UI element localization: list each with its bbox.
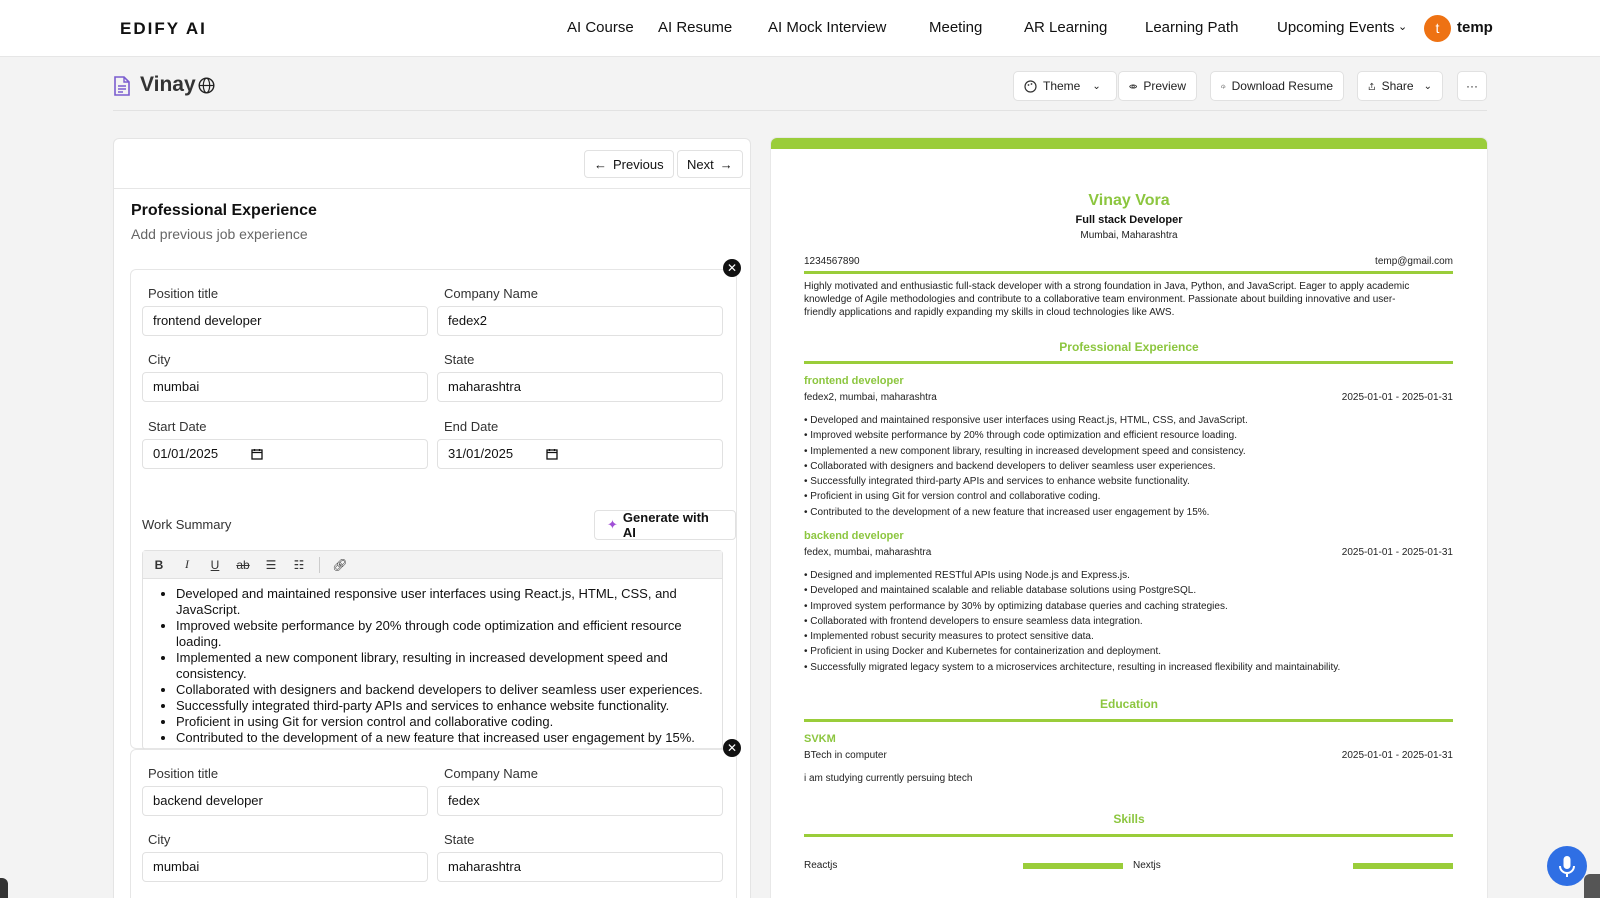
school-name: SVKM [804,733,836,745]
avatar[interactable]: t [1424,15,1451,42]
logo[interactable]: EDIFY AI [120,19,207,38]
job-bullet: • Successfully migrated legacy system to a microservices architecture, resulting in increased flexibility and maintainability. [804,660,1340,675]
skill-bar [1353,863,1453,869]
skill-name: Nextjs [1133,860,1161,871]
download-label: Download Resume [1231,79,1333,93]
scroll-corner [1584,874,1600,898]
nav-learning-path[interactable]: Learning Path [1145,19,1239,36]
job-role: frontend developer [804,375,904,387]
arrow-left-icon: ← [594,156,607,172]
company-label: Company Name [444,766,538,781]
position-input[interactable]: frontend developer [142,306,428,336]
nav-ai-mock-interview[interactable]: AI Mock Interview [768,19,887,36]
nav-ai-course[interactable]: AI Course [567,19,634,36]
generate-with-ai-button[interactable] [594,510,736,540]
job-bullet: • Implemented robust security measures to protect sensitive data. [804,629,1340,644]
previous-button[interactable] [584,150,674,178]
start-date-input[interactable] [142,439,428,469]
resume-preview [771,138,1487,898]
window-corner [0,878,8,898]
next-button[interactable] [677,150,743,178]
resume-location: Mumbai, Maharashtra [1080,230,1178,241]
top-nav [0,0,1600,57]
resume-phone: 1234567890 [804,256,860,267]
generate-label: Generate with AI [622,510,709,540]
summary-item: • Successfully integrated third-party APIs and services to enhance website functionality. [176,698,708,714]
strikethrough-icon[interactable]: ab [236,557,250,572]
theme-label: Theme [1043,79,1081,93]
position-input[interactable]: backend developer [142,786,428,816]
calendar-icon[interactable] [251,448,263,460]
job-bullet: • Improved website performance by 20% through code optimization and efficient resource loading. [804,428,1248,443]
job-dates: 2025-01-01 - 2025-01-31 [1341,392,1453,403]
summary-item: • Contributed to the development of a new feature that increased user engagement by 15%. [176,730,708,746]
experience-rule [804,361,1453,364]
section-subtitle: Add previous job experience [131,226,308,242]
job-bullets [804,568,1340,675]
remove-entry-icon[interactable]: ✕ [723,259,741,277]
skill-name: Reactjs [804,860,838,871]
job-dates: 2025-01-01 - 2025-01-31 [1341,547,1453,558]
eye-icon [1129,80,1137,93]
job-bullet: • Proficient in using Git for version control and collaborative coding. [804,489,1248,504]
sparkle-icon: ✦ [607,517,618,532]
resume-job-title: Full stack Developer [1075,214,1183,226]
section-title: Professional Experience [131,202,317,219]
job-bullet: • Collaborated with designers and backend developers to deliver seamless user experiences. [804,459,1248,474]
start-date-label: Start Date [148,419,207,434]
italic-icon[interactable]: I [185,557,189,571]
summary-item: • Collaborated with designers and backend developers to deliver seamless user experiences. [176,682,708,698]
share-icon [1368,80,1376,93]
share-button[interactable] [1357,71,1443,101]
state-input[interactable]: maharashtra [437,852,723,882]
job-bullet: • Proficient in using Docker and Kubernetes for containerization and deployment. [804,644,1340,659]
job-bullet: • Developed and maintained scalable and reliable database solutions using PostgreSQL. [804,583,1340,598]
nav-meeting[interactable]: Meeting [929,19,983,36]
education-dates: 2025-01-01 - 2025-01-31 [1341,750,1453,761]
globe-icon[interactable] [198,77,215,94]
chevron-down-icon: ⌄ [1398,21,1408,33]
link-icon[interactable]: 🔗︎ [332,557,348,572]
work-summary-label: Work Summary [142,517,232,532]
user-name[interactable]: temp [1457,19,1493,36]
job-bullet: • Contributed to the development of a new feature that increased user engagement by 15%. [804,505,1248,520]
skill-bar [1023,863,1123,869]
end-date-label: End Date [444,419,499,434]
job-bullet: • Implemented a new component library, resulting in increased development speed and consistency. [804,444,1248,459]
city-input[interactable]: mumbai [142,852,428,882]
arrow-right-icon: → [719,156,733,172]
summary-line: Highly motivated and enthusiastic full-stack developer with a strong foundation in Java, Python, and JavaScript. Eager to apply academic [804,281,1410,292]
nav-upcoming-events[interactable]: Upcoming Events [1277,19,1395,36]
experience-form-panel [113,138,751,898]
job-role: backend developer [804,530,904,542]
job-bullet: • Improved system performance by 30% by optimizing database queries and caching strategies. [804,599,1340,614]
experience-entry [130,749,737,898]
summary-line: knowledge of Agile methodologies and contribute to a collaborative team environment. Passionate about building innovative and user- [804,294,1396,305]
skills-rule [804,834,1453,837]
editor-toolbar [143,551,722,579]
city-label: City [148,352,171,367]
resume-email: temp@gmail.com [1375,256,1453,267]
preview-button[interactable] [1118,71,1197,101]
state-label: State [444,352,475,367]
job-bullet: • Successfully integrated third-party APIs and services to enhance website functionality. [804,474,1248,489]
company-label: Company Name [444,286,538,301]
experience-entry [130,269,737,749]
experience-heading: Professional Experience [1059,340,1199,354]
microphone-icon [1547,846,1587,886]
calendar-icon[interactable] [546,448,558,460]
next-label: Next [687,156,714,172]
document-icon [113,76,131,96]
job-meta: fedex, mumbai, maharashtra [804,547,932,558]
state-label: State [444,832,475,847]
state-input[interactable]: maharashtra [437,372,723,402]
preview-label: Preview [1143,79,1186,93]
toolbar-separator [319,557,320,573]
education-rule [804,719,1453,722]
ordered-list-icon[interactable]: ☰ [265,557,277,572]
chevron-down-icon: ⌄ [1423,80,1432,92]
nav-ai-resume[interactable]: AI Resume [658,19,733,36]
work-summary-editor[interactable] [142,550,723,750]
job-bullets [804,413,1248,520]
share-label: Share [1381,79,1414,93]
start-date-value: 01/01/2025 [153,446,219,461]
more-options-button[interactable]: ··· [1457,71,1487,101]
summary-item: • Improved website performance by 20% through code optimization and efficient resource loading. [176,618,708,650]
chevron-down-icon: ⌄ [1092,80,1101,92]
position-label: Position title [148,286,219,301]
bold-icon[interactable]: B [154,557,164,572]
city-label: City [148,832,171,847]
job-bullet: • Collaborated with frontend developers to ensure seamless data integration. [804,614,1340,629]
education-heading: Education [1099,697,1158,711]
job-bullet: • Developed and maintained responsive user interfaces using React.js, HTML, CSS, and JavaScript. [804,413,1248,428]
end-date-input[interactable] [437,439,723,469]
nav-ar-learning[interactable]: AR Learning [1024,19,1108,36]
download-resume-button[interactable] [1210,71,1344,101]
job-bullet: • Designed and implemented RESTful APIs using Node.js and Express.js. [804,568,1340,583]
degree: BTech in computer [804,750,887,761]
city-input[interactable]: mumbai [142,372,428,402]
summary-line: friendly applications and rapidly expanding my skills in cloud technologies like AWS. [804,307,1175,318]
bullet-list-icon[interactable]: ☷ [293,557,305,572]
cloud-download-icon [1221,80,1226,93]
resume-name: Vinay Vora [1088,192,1170,209]
summary-item: • Implemented a new component library, resulting in increased development speed and consistency. [176,650,708,682]
summary-item: • Developed and maintained responsive user interfaces using React.js, HTML, CSS, and JavaScript. [176,586,708,618]
microphone-button[interactable] [1547,846,1587,886]
position-label: Position title [148,766,219,781]
resume-title[interactable]: Vinay [140,73,196,96]
company-input[interactable]: fedex2 [437,306,723,336]
theme-button[interactable] [1013,71,1117,101]
previous-label: Previous [613,156,664,172]
underline-icon[interactable]: U [210,557,220,572]
header-divider [113,110,1487,111]
company-input[interactable]: fedex [437,786,723,816]
header-rule [804,271,1453,274]
education-note: i am studying currently persuing btech [804,773,973,784]
end-date-value: 31/01/2025 [448,446,514,461]
skills-heading: Skills [1113,812,1145,826]
job-meta: fedex2, mumbai, maharashtra [804,392,937,403]
summary-list [143,579,722,746]
summary-item: • Proficient in using Git for version control and collaborative coding. [176,714,708,730]
remove-entry-icon[interactable]: ✕ [723,739,741,757]
palette-icon [1024,80,1037,93]
form-divider [114,188,750,189]
